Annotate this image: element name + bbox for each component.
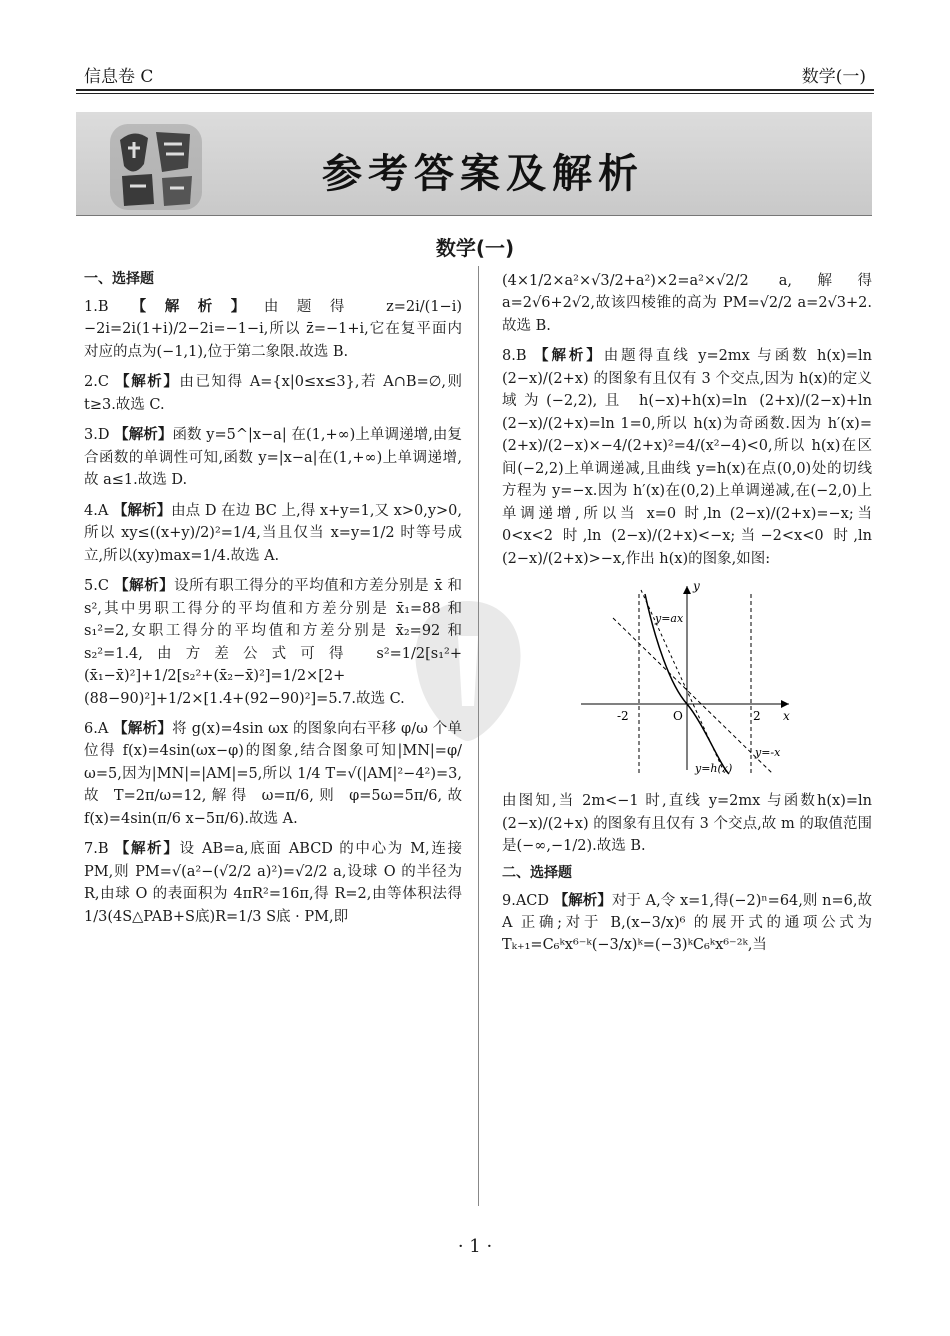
answer-item <box>84 718 462 830</box>
answer-label: 6.A <box>84 720 109 737</box>
function-graph-figure <box>575 580 799 776</box>
analysis-tag: 【解析】 <box>114 841 180 858</box>
label-y-neg-x: y=-x <box>755 746 781 760</box>
analysis-tag: 【解析】 <box>113 720 173 737</box>
answer-text: 由点 D 在边 BC 上,得 x+y=1,又 x>0,y>0,所以 xy≤((x+y)/2)²=1/4,当且仅当 x=y=1/2 时等号成立,所以(xy)max=1/4.故选 A. <box>84 502 463 564</box>
answer-item-continued <box>502 270 872 337</box>
answer-item <box>84 424 462 491</box>
answer-item <box>502 890 872 957</box>
answer-text: 由已知得 A={x|0≤x≤3},若 A∩B=∅,则 t≥3.故选 C. <box>84 374 463 413</box>
tick-label-neg2: -2 <box>617 709 629 724</box>
answer-label: 1.B <box>84 299 109 315</box>
line-y-neg-x <box>613 618 773 774</box>
answer-text: 设所有职工得分的平均值和方差分别是 x̄ 和 s²,其中男职工得分的平均值和方差分别是 x̄₁=88 和 s₁²=2,女职工得分的平均值和方差分别是 x̄₂=92 和 s₂²=1.4,由方差公式可得 s²=1/2[s₁²+(x̄₁−x̄)²]+1/2[s₂²+(x̄₂−x̄)²]=1/2×[2+(88−90)²]+1/2×[1.4+(92−90)²]=5.7.故选 C. <box>84 578 463 707</box>
section-heading: 二、选择题 <box>502 864 572 881</box>
answer-item <box>84 575 462 710</box>
answer-label: 7.B <box>84 841 109 858</box>
header-left: 信息卷 C <box>84 67 154 87</box>
analysis-tag: 【解析】 <box>114 578 175 595</box>
tick-label-2: 2 <box>753 709 761 724</box>
answer-item <box>84 500 462 567</box>
y-axis-label: y <box>693 580 700 594</box>
column-divider <box>478 266 479 1206</box>
answer-text: 对于 A,令 x=1,得(−2)ⁿ=64,则 n=6,故 A 正确;对于 B,(x−3/x)⁶ 的展开式的通项公式为 Tₖ₊₁=C₆ᵏx⁶⁻ᵏ(−3/x)ᵏ=(−3)ᵏC₆ᵏx⁶⁻²ᵏ,当 <box>502 892 872 954</box>
analysis-tag: 【解析】 <box>112 502 172 519</box>
page-number: · 1 · <box>457 1236 493 1257</box>
document-title: 数学(一) <box>435 236 515 260</box>
answer-label: 8.B <box>502 348 527 365</box>
answer-label: 3.D <box>84 427 110 444</box>
analysis-tag: 【解析】 <box>131 299 264 315</box>
answer-label: 9.ACD <box>502 892 550 909</box>
x-axis-arrow-icon <box>781 700 789 708</box>
title-banner <box>76 112 872 216</box>
origin-label: O <box>673 709 683 724</box>
label-h: y=h(x) <box>695 762 733 776</box>
answer-text: 函数 y=5^|x−a| 在(1,+∞)上单调递增,由复合函数的单调性可知,函数 y=|x−a|在(1,+∞)上单调递增,故 a≤1.故选 D. <box>84 427 463 489</box>
banner-title: 参考答案及解析 <box>322 151 644 197</box>
analysis-tag: 【解析】 <box>114 427 173 444</box>
answer-text: (4×1/2×a²×√3/2+a²)×2=a²×√2/2 a,解得 a=2√6+2√2,故该四棱锥的高为 PM=√2/2 a=2√3+2.故选 B. <box>502 273 872 334</box>
answer-item <box>84 296 462 363</box>
answer-text: 设 AB=a,底面 ABCD 的中心为 M,连接 PM,则 PM=√(a²−(√2/2 a)²)=√2/2 a,设球 O 的半径为 R,由球 O 的表面积为 4πR²=16π,得 R=2,由等体积法得 1/3(4S△PAB+S底)R=1/3 S底 · PM,即 <box>84 841 463 925</box>
left-column <box>84 270 462 936</box>
answer-text: 由题得直线 y=2mx 与函数 h(x)=ln (2−x)/(2+x) 的图象有且仅有 3 个交点,因为 h(x)的定义域为(−2,2),且 h(−x)+h(x)=ln (2+x)/(2−x)+ln (2−x)/(2+x)=ln 1=0,所以 h(x)为奇函数.因为 h′(x)=(2+x)/(2−x)×−4/(2+x)²=4/(x²−4)<0,所以 h(x)在区间(−2,2)上单调递减,且曲线 y=h(x)在点(0,0)处的切线方程为 y=−x.因为 h′(x)在(0,2)上单调递减,在(−2,0)上单调递增,所以当 x=0 时,ln (2−x)/(2+x)=−x;当 0<x<2 时,ln (2−x)/(2+x)<−x;当−2<x<0 时,ln (2−x)/(2+x)>−x,作出 h(x)的图象,如图: <box>502 348 873 567</box>
answer-item <box>84 838 462 928</box>
answer-text: 由图知,当 2m<−1 时,直线 y=2mx 与函数h(x)=ln (2−x)/(2+x) 的图象有且仅有 3 个交点,故 m 的取值范围是(−∞,−1/2).故选 B. <box>502 793 872 855</box>
x-axis-label: x <box>783 709 790 724</box>
answer-label: 2.C <box>84 374 109 391</box>
header-rule-thin <box>76 93 874 94</box>
y-axis-arrow-icon <box>683 586 691 594</box>
seal-logo-icon <box>104 118 208 214</box>
answer-label: 5.C <box>84 578 109 595</box>
answer-item <box>502 345 872 570</box>
answer-item <box>84 371 462 416</box>
answer-text: 由题得 z=2i/(1−i)−2i=2i(1+i)/2−2i=−1−i,所以 z̄=−1+i,它在复平面内对应的点为(−1,1),位于第二象限.故选 B. <box>84 299 462 360</box>
function-graph <box>575 580 799 776</box>
answer-item-continued <box>502 790 872 857</box>
analysis-tag: 【解析】 <box>553 892 612 909</box>
analysis-tag: 【解析】 <box>534 348 604 365</box>
label-y-ax: y=ax <box>655 612 684 626</box>
answer-label: 4.A <box>84 502 109 519</box>
section-heading: 一、选择题 <box>84 271 154 287</box>
answer-text: 将 g(x)=4sin ωx 的图象向右平移 φ/ω 个单位得 f(x)=4sin(ωx−φ)的图象,结合图象可知|MN|=φ/ω=5,因为|MN|=|AM|=5,所以 1/4 T=√(|AM|²−4²)=3,故 T=2π/ω=12,解得 ω=π/6,则 φ=5ω=5π/6,故 f(x)=4sin(π/6 x−5π/6).故选 A. <box>84 720 462 827</box>
analysis-tag: 【解析】 <box>115 374 180 391</box>
header-right: 数学(一) <box>801 67 866 87</box>
right-column <box>502 270 872 965</box>
header-rule <box>76 89 874 91</box>
